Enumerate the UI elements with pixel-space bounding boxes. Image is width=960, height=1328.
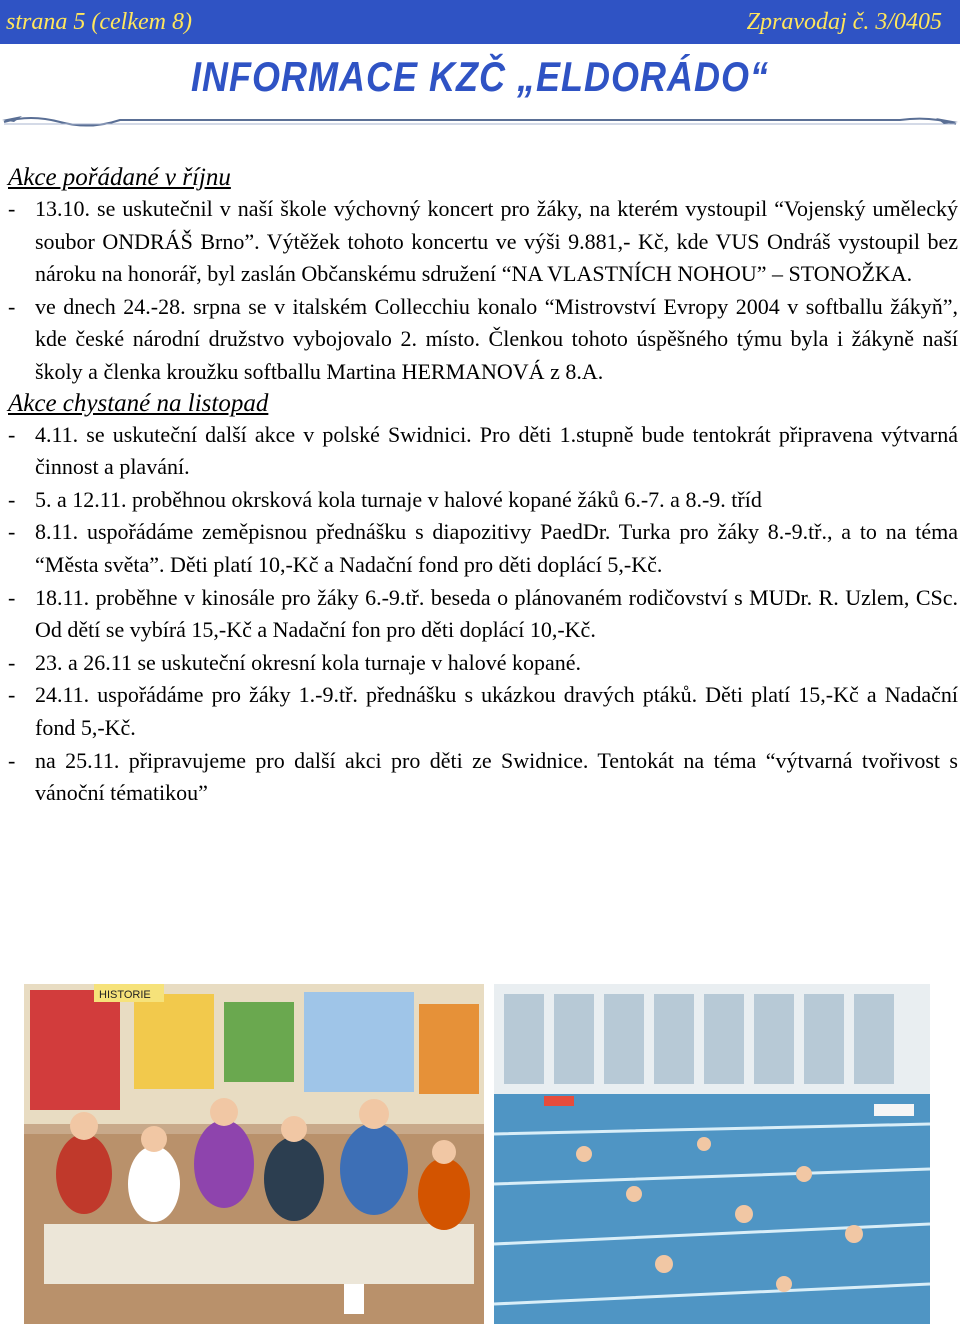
photo-strip [24,984,930,1324]
list-item: - 5. a 12.11. proběhnou okrsková kola turnaje v halové kopané žáků 6.-7. a 8.-9. tříd [8,486,762,512]
ornamental-divider [0,110,960,132]
newsletter-issue: Zpravodaj č. 3/0405 [746,9,942,35]
classroom-photo [24,984,484,1324]
page-title: INFORMACE KZČ „ELDORÁDO“ [191,52,769,100]
section-heading-october: Akce pořádané v říjnu [8,164,231,191]
section-heading-november: Akce chystané na listopad [8,389,269,417]
page-header [0,0,960,44]
list-item: - 24.11. uspořádáme pro žáky 1.-9.tř. přednášku s ukázkou dravých ptáků. Děti platí 15,-Kč a Nadační fond 5,-Kč. [8,682,958,740]
list-item: - 4.11. se uskuteční další akce v polské Swidnici. Pro děti 1.stupně bude tentokrát připravena výtvarná činnost a plavání. [8,421,958,480]
list-item: - 8.11. uspořádáme zeměpisnou přednášku s diapozitivy PaedDr. Turka pro žáky 8.-9.tř., a to na téma “Města světa”. Děti platí 10,-Kč a Nadační fond pro děti doplácí 5,-Kč. [8,519,958,577]
list-item: - ve dnech 24.-28. srpna se v italském Collecchiu konalo “Mistrovství Evropy 2004 v softballu žákyň”, kde české národní družstvo vybojovalo 2. místo. Členkou tohoto úspěšného týmu byla i žákyně naší školy a členka kroužku softballu Martina HERMANOVÁ z 8.A. [8,293,958,384]
list-item: - 18.11. proběhne v kinosále pro žáky 6.-9.tř. beseda o plánovaném rodičovství s MUDr. R. Uzlem, CSc. Od dětí se vybírá 15,-Kč a Nadační fon pro děti doplácí 10,-Kč. [8,584,958,643]
article-body [8,163,958,810]
list-item: - na 25.11. připravujeme pro další akci pro děti ze Swidnice. Tentokát na téma “výtvarná tvořivost s vánoční tématikou” [8,747,958,806]
pool-photo [494,984,930,1324]
list-item: - 23. a 26.11 se uskuteční okresní kola turnaje v halové kopané. [8,649,581,675]
list-item: - 13.10. se uskutečnil v naší škole výchovný koncert pro žáky, na kterém vystoupil “Vojenský umělecký soubor ONDRÁŠ Brno”. Výtěžek tohoto koncertu ve výši 9.881,- Kč, kde VUS Ondráš vystoupil bez nároku na honorář, byl zaslán Občanskému sdružení “NA VLASTNÍCH NOHOU” – STONOŽKA. [8,196,958,287]
page-number: strana 5 (celkem 8) [6,9,192,35]
photo-sign: HISTORIE [99,989,151,1001]
